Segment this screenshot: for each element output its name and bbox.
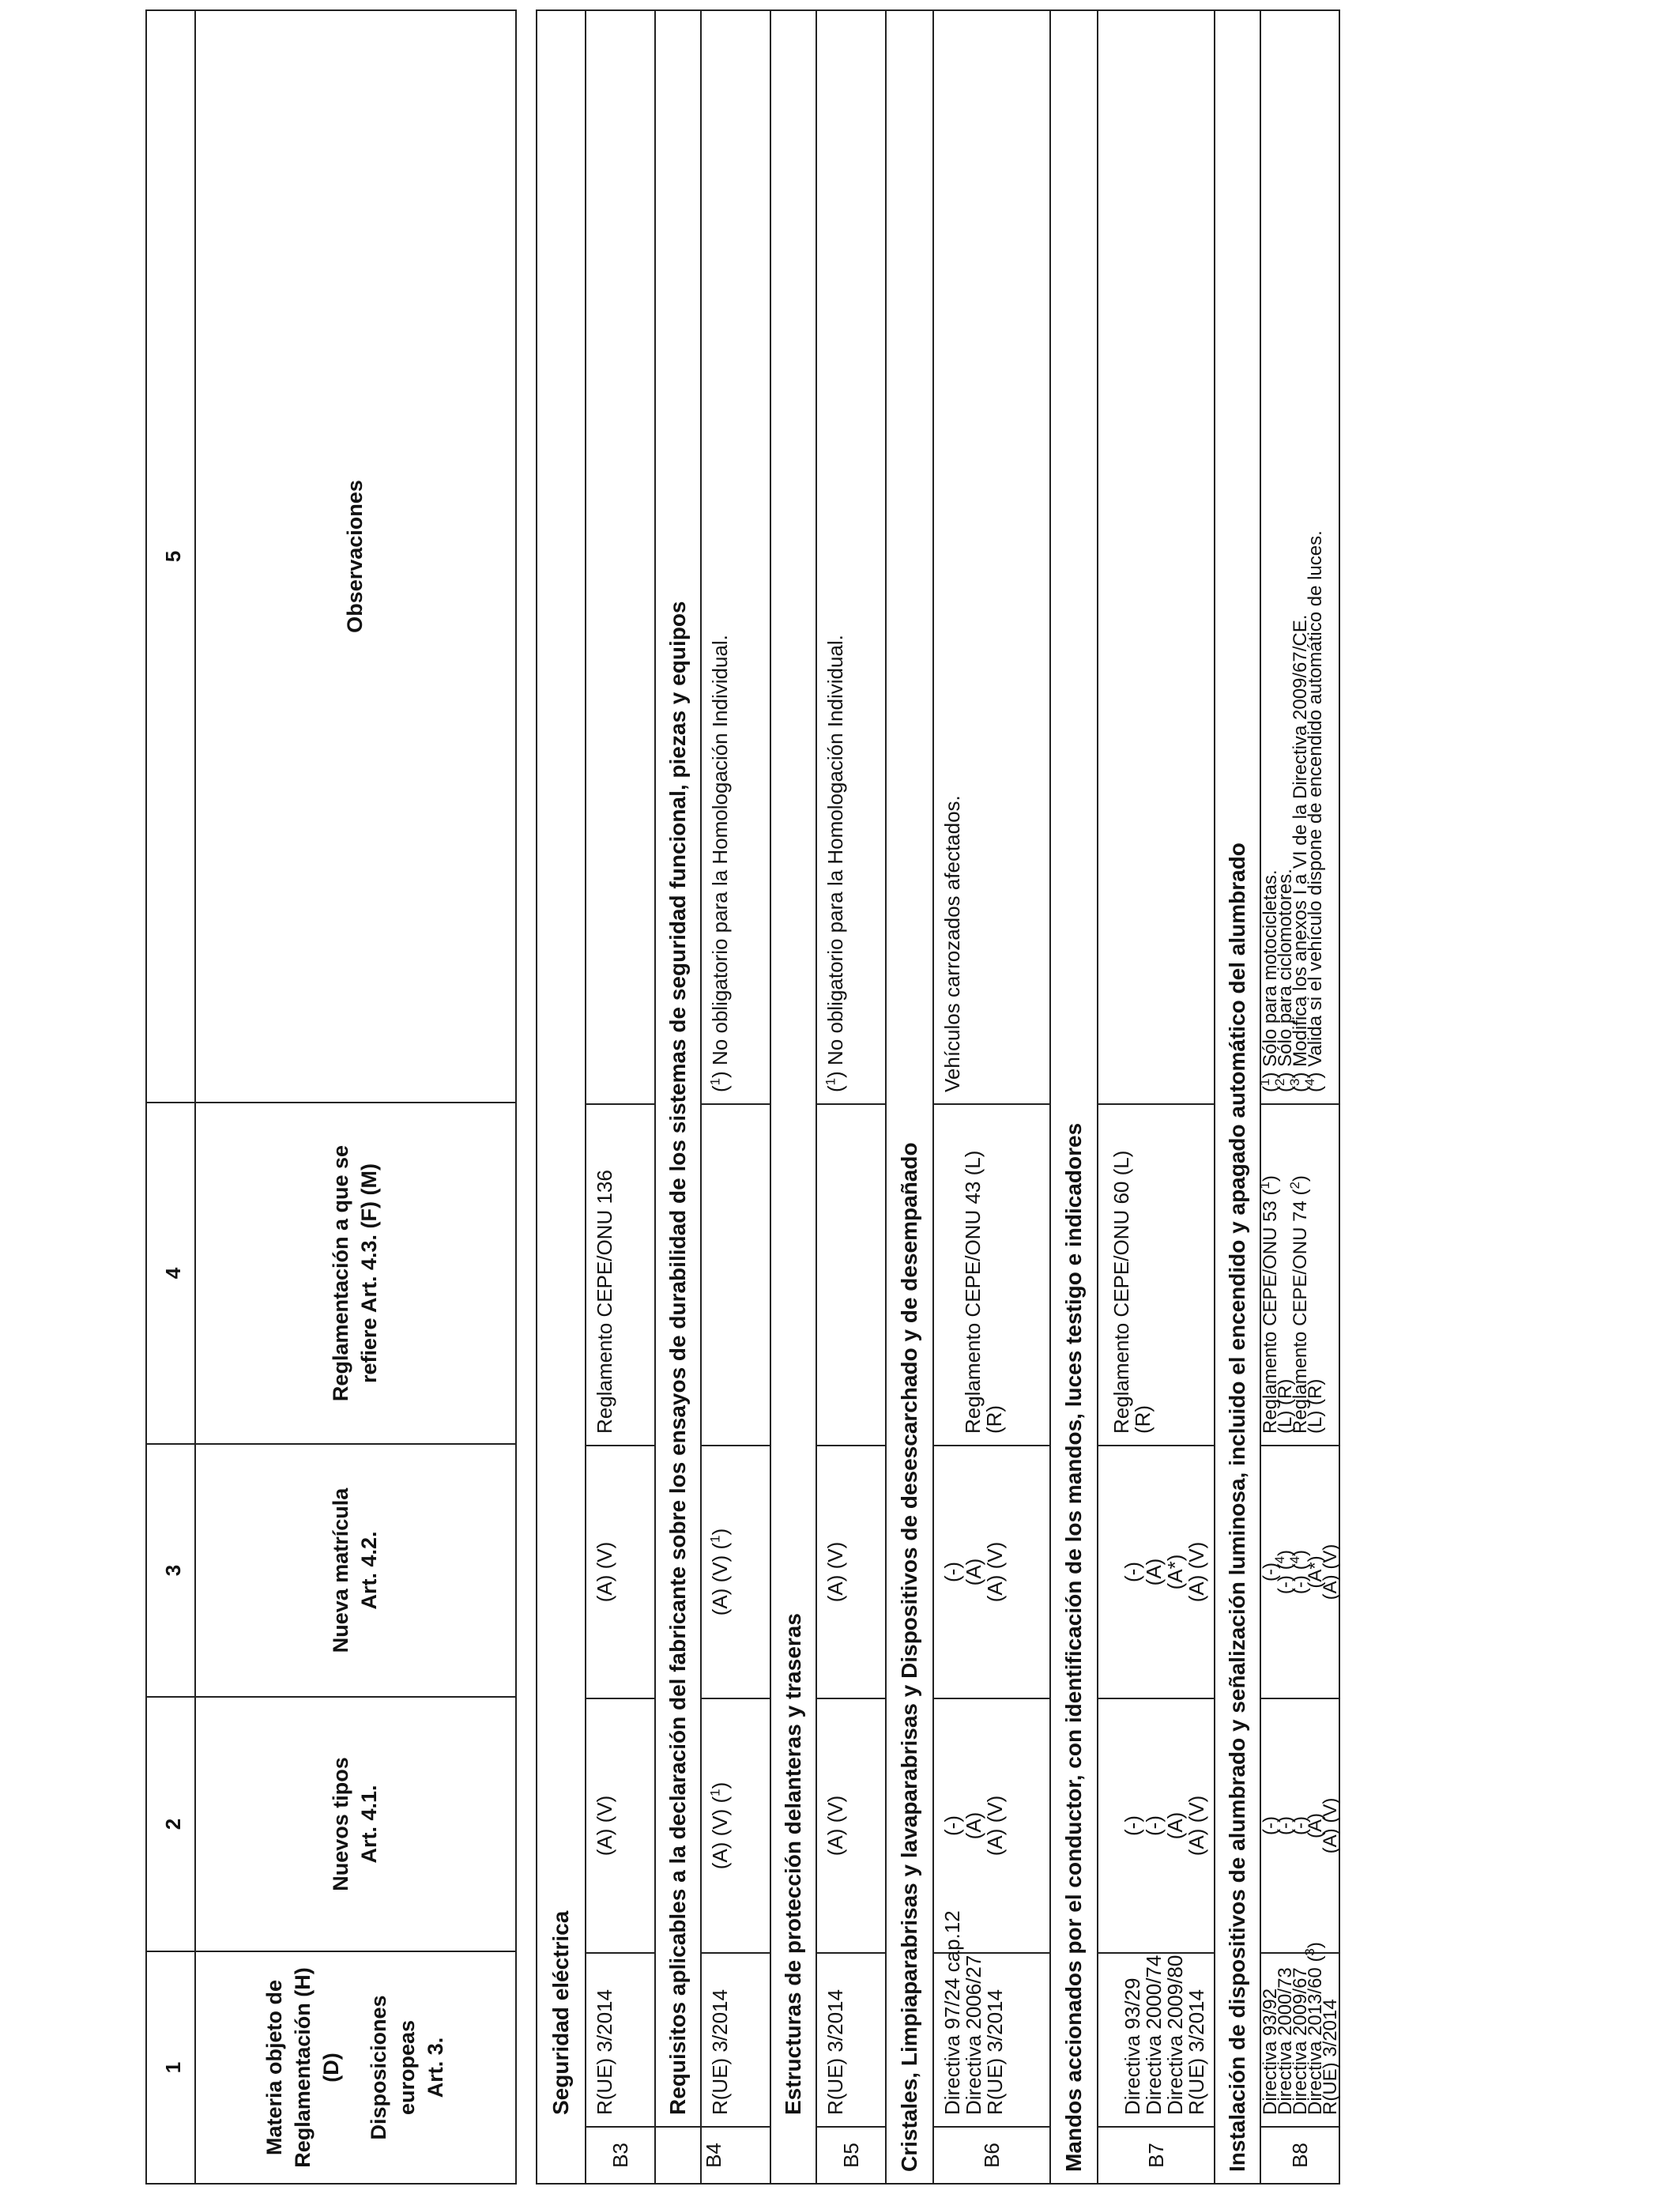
disposiciones-cell	[1260, 1942, 1341, 2126]
section-b3-data-row	[586, 11, 656, 2183]
disposicion-text: Directiva 2009/80	[1163, 1955, 1187, 2115]
header-col-number: 5	[161, 550, 185, 563]
nuevos-tipos-cell	[586, 1698, 654, 1952]
disposiciones-cell	[1098, 1952, 1214, 2126]
observaciones-cell	[702, 11, 770, 1103]
reglamentacion-text: Reglamento CEPE/ONU 43 (L)	[961, 1150, 985, 1434]
observacion-text: ($^1$) Sólo para motocicletas.	[1257, 869, 1281, 1092]
header-col3-title: Art. 4.2.	[357, 1531, 381, 1610]
nueva-matricula-text: (-)	[1260, 1563, 1281, 1581]
nueva-matricula-text: (A)	[962, 1558, 985, 1586]
nuevos-tipos-text: (-)	[1275, 1816, 1296, 1835]
nuevos-tipos-text: (A) (V)	[1320, 1797, 1341, 1854]
reglamentacion-text: (R)	[1131, 1404, 1155, 1434]
reglamentacion-cell	[1098, 1103, 1214, 1445]
section-b4-data-row	[702, 11, 771, 2183]
section-title: Cristales, Limpiaparabrisas y lavaparabrisas y Dispositivos de desescarchado y de desempañado	[897, 1142, 921, 2172]
nuevos-tipos-cell	[934, 1698, 1049, 1952]
disposiciones-cell	[586, 1952, 654, 2126]
nueva-matricula-text: (A) (V)	[823, 1541, 847, 1603]
header-col-4	[147, 1103, 515, 1445]
nuevos-tipos-text: (A) (V)	[983, 1795, 1007, 1857]
nueva-matricula-text: (A) (V)	[1185, 1541, 1208, 1603]
observaciones-cell	[1257, 11, 1339, 1103]
observacion-text: ($^4$) Valida si el vehículo dispone de encendido automático de luces.	[1302, 530, 1326, 1092]
observaciones-cell	[586, 11, 654, 1103]
header-col2-title: Art. 4.1.	[357, 1785, 381, 1864]
nueva-matricula-text: (A) (V)	[983, 1541, 1007, 1603]
nueva-matricula-text: (-) ($^4$)	[1272, 1549, 1296, 1595]
reglamentacion-text: Reglamento CEPE/ONU 74 ($^2$)	[1287, 1175, 1311, 1434]
observaciones-cell	[934, 11, 1049, 1103]
nuevos-tipos-cell	[702, 1698, 770, 1952]
observaciones-cell	[817, 11, 885, 1103]
reglamentacion-text: Reglamento CEPE/ONU 60 (L)	[1109, 1150, 1133, 1434]
disposicion-text: Directiva 2006/27	[962, 1955, 985, 2115]
section-code: B6	[934, 2126, 1049, 2183]
nuevos-tipos-text: (-)	[1121, 1815, 1144, 1836]
disposicion-text: Directiva 2013/60 ($^3$)	[1302, 1942, 1326, 2115]
disposicion-text: R(UE) 3/2014	[593, 1989, 616, 2115]
header-col1-title: Reglamentación (H) (D)	[291, 1967, 343, 2168]
header-col5-title: Observaciones	[343, 480, 367, 633]
header-col-number: 4	[161, 1267, 185, 1280]
section-title: Instalación de dispositivos de alumbrado y señalización luminosa, incluido el encendido y apagado automático del alumbrado	[1225, 843, 1249, 2172]
section-b8-title-row	[1215, 11, 1261, 2183]
section-b5-data-row	[817, 11, 887, 2183]
nuevos-tipos-text: (A) (V)	[823, 1795, 847, 1857]
nueva-matricula-cell	[1098, 1445, 1214, 1698]
section-b6-title-row	[887, 11, 934, 2183]
reglamentacion-cell	[586, 1103, 654, 1445]
disposicion-text: Directiva 97/24 cap.12	[940, 1910, 964, 2115]
nuevos-tipos-text: (A)	[1163, 1811, 1187, 1840]
section-b6-data-row	[934, 11, 1051, 2183]
nuevos-tipos-text: (-)	[940, 1815, 964, 1836]
section-b8-data-row	[1257, 11, 1341, 2183]
section-code: B7	[1098, 2126, 1214, 2183]
header-col-1	[147, 1952, 515, 2183]
reglamentacion-text: Reglamento CEPE/ONU 136	[593, 1170, 616, 1434]
header-col1-title: Materia objeto de	[262, 1979, 286, 2156]
disposicion-text: Directiva 2000/73	[1275, 1967, 1296, 2115]
header-col2-title: Nuevos tipos	[329, 1757, 352, 1891]
disposiciones-cell	[817, 1952, 885, 2126]
nueva-matricula-cell	[1261, 1445, 1339, 1698]
nuevos-tipos-text: (A)	[962, 1811, 985, 1840]
reglamentacion-text: (L) (R)	[1305, 1378, 1326, 1434]
disposicion-text: R(UE) 3/2014	[983, 1989, 1007, 2115]
header-col-3	[147, 1445, 515, 1698]
nuevos-tipos-text: (-)	[1290, 1816, 1311, 1835]
section-b5-title-row	[771, 11, 817, 2183]
nueva-matricula-cell	[817, 1445, 885, 1698]
observacion-text: ($^2$) Sólo para ciclomotores.	[1272, 869, 1296, 1092]
section-code: B3	[586, 2126, 654, 2183]
section-code: B4	[656, 2126, 771, 2183]
reglamentacion-text: (L) (R)	[1275, 1378, 1296, 1434]
disposiciones-cell	[702, 1952, 770, 2126]
header-col4-title: Reglamentación a que se	[329, 1144, 352, 1402]
section-title: Requisitos aplicables a la declaración del fabricante sobre los ensayos de durabilidad de los sistemas de seguridad funcional, piezas y equipos	[665, 601, 690, 2115]
nuevos-tipos-text: (A) (V) ($^1$)	[707, 1781, 732, 1870]
disposicion-text: Directiva 93/92	[1260, 1988, 1281, 2115]
nueva-matricula-text: (A)	[1142, 1558, 1166, 1586]
disposicion-text: R(UE) 3/2014	[1320, 1999, 1341, 2115]
table-header	[145, 9, 517, 2185]
nuevos-tipos-cell	[817, 1698, 885, 1952]
disposiciones-cell	[934, 1910, 1049, 2126]
reglamentacion-cell	[1257, 1103, 1339, 1445]
nuevos-tipos-text: (A) (V)	[593, 1795, 616, 1857]
header-col-number: 2	[161, 1818, 185, 1830]
section-b3-title-row	[537, 11, 586, 2183]
header-col1-title: Disposiciones europeas	[367, 1995, 419, 2140]
header-col-number: 1	[161, 2061, 185, 2074]
reglamentacion-cell	[817, 1103, 885, 1445]
observacion-text: ($^3$) Modifica los anexos I a VI de la Directiva 2009/67/CE.	[1287, 614, 1311, 1092]
observacion-text: ($^1$) No obligatorio para la Homologación Individual.	[707, 635, 732, 1092]
disposicion-text: R(UE) 3/2014	[1185, 1989, 1208, 2115]
nuevos-tipos-text: (A)	[1305, 1813, 1326, 1838]
section-title: Estructuras de protección delanteras y traseras	[781, 1613, 805, 2115]
nuevos-tipos-cell	[1098, 1698, 1214, 1952]
observacion-text: Vehículos carrozados afectados.	[940, 795, 964, 1092]
section-b7-data-row	[1098, 11, 1215, 2183]
nueva-matricula-text: (A) (V)	[593, 1541, 616, 1603]
header-col-5	[147, 11, 515, 1103]
nueva-matricula-text: (A) (V)	[1320, 1544, 1341, 1600]
nueva-matricula-text: (-)	[1121, 1562, 1144, 1582]
nueva-matricula-cell	[702, 1445, 770, 1698]
nueva-matricula-cell	[586, 1445, 654, 1698]
section-code: B8	[1261, 2126, 1339, 2183]
section-title: Seguridad eléctrica	[548, 1910, 573, 2115]
disposicion-text: Directiva 93/29	[1121, 1977, 1144, 2115]
nueva-matricula-cell	[934, 1445, 1049, 1698]
disposicion-text: R(UE) 3/2014	[823, 1989, 847, 2115]
disposicion-text: Directiva 2000/74	[1142, 1955, 1166, 2115]
header-col1-title: Art. 3.	[424, 2037, 447, 2098]
reglamentacion-text: (R)	[982, 1404, 1006, 1434]
table-body	[536, 9, 1340, 2185]
nuevos-tipos-text: (A) (V)	[1185, 1795, 1208, 1857]
nueva-matricula-text: (-)	[940, 1562, 964, 1582]
disposicion-text: R(UE) 3/2014	[708, 1989, 732, 2115]
section-b7-title-row	[1051, 11, 1098, 2183]
header-col-2	[147, 1698, 515, 1952]
header-col-number: 3	[161, 1564, 185, 1577]
disposicion-text: Directiva 2009/67	[1290, 1967, 1311, 2115]
nuevos-tipos-text: (-)	[1260, 1816, 1281, 1835]
section-code: B5	[817, 2126, 885, 2183]
observacion-text: ($^1$) No obligatorio para la Homologación Individual.	[823, 635, 847, 1092]
nueva-matricula-text: (-) ($^4$)	[1287, 1549, 1311, 1595]
reglamentacion-cell	[934, 1103, 1049, 1445]
nuevos-tipos-text: (-)	[1142, 1815, 1166, 1836]
header-col3-title: Nueva matrícula	[329, 1487, 352, 1653]
rotated-table	[145, 9, 1340, 2185]
nueva-matricula-text: (A*)	[1163, 1554, 1187, 1590]
reglamentacion-cell	[702, 1103, 770, 1445]
reglamentacion-text: Reglamento CEPE/ONU 53 ($^1$)	[1257, 1175, 1281, 1434]
observaciones-cell	[1098, 11, 1214, 1103]
nueva-matricula-text: (A) (V) ($^1$)	[707, 1528, 732, 1616]
header-col4-title: refiere Art. 4.3. (F) (M)	[357, 1163, 381, 1384]
section-title: Mandos accionados por el conductor, con identificación de los mandos, luces testigo e indicadores	[1061, 1122, 1086, 2172]
nuevos-tipos-cell	[1261, 1698, 1339, 1952]
nueva-matricula-text: (A*)	[1305, 1555, 1326, 1589]
